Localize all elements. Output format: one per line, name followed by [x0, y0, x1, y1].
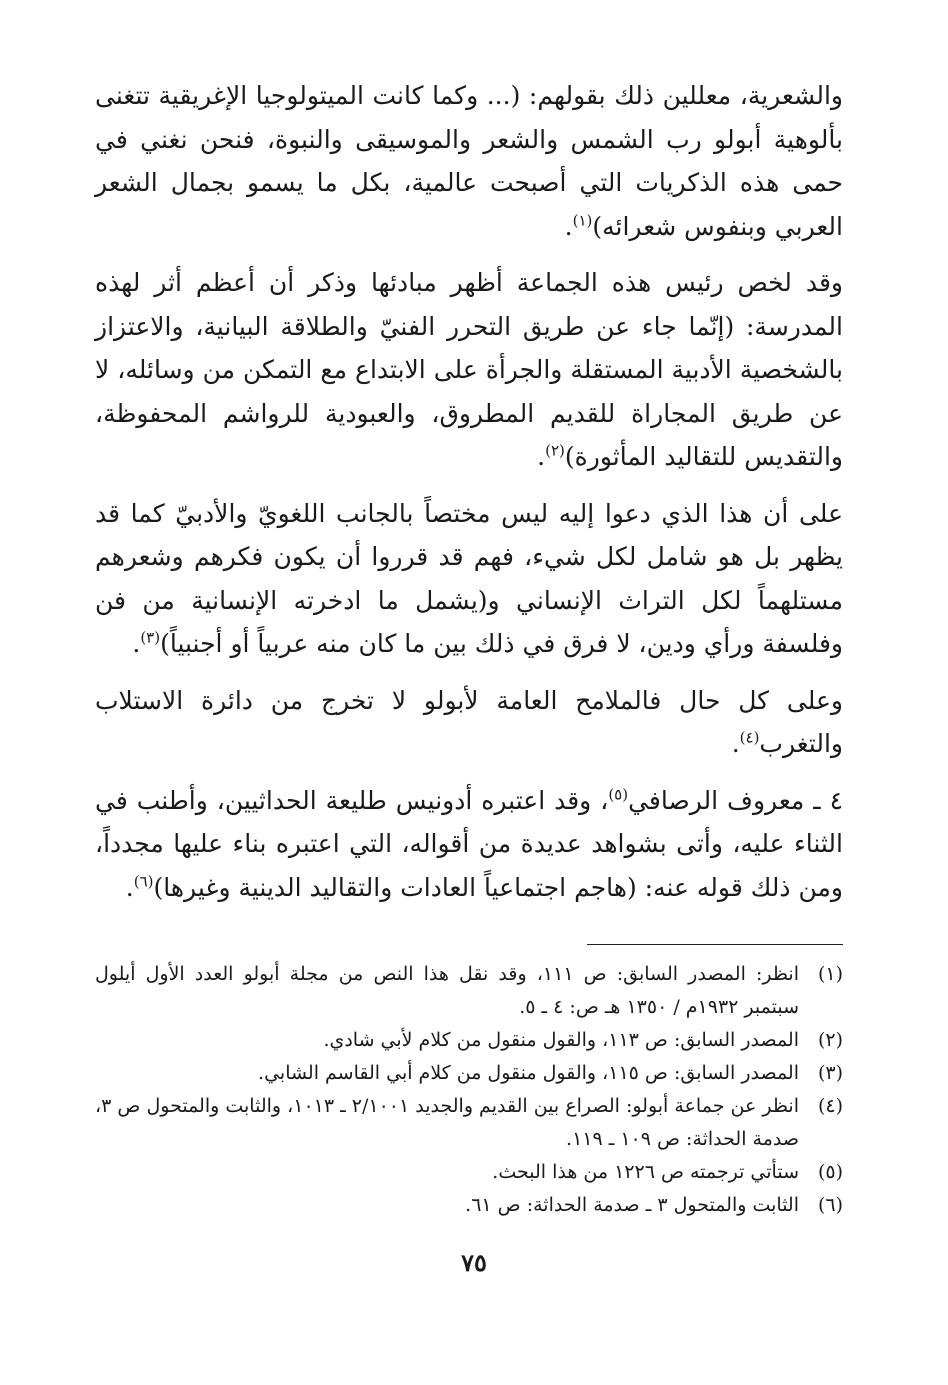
paragraph-1	[95, 74, 843, 248]
footnote-ref-1[interactable]: (١)	[572, 211, 593, 230]
footnote-ref-4[interactable]: (٤)	[739, 728, 760, 747]
paragraph-1-tail: .	[564, 211, 573, 241]
paragraph-3	[95, 492, 843, 666]
footnote-1	[95, 958, 843, 1024]
footnote-text: انظر عن جماعة أبولو: الصراع بين القديم والجديد ٢/١٠٠١ ـ ١٠١٣، والثابت والمتحول ص ٣، صدمة الحداثة: ص ١٠٩ ـ ١١٩.	[95, 1095, 799, 1150]
footnote-4	[95, 1090, 843, 1156]
paragraph-5-heading: ٤ ـ معروف الرصافي	[628, 785, 844, 815]
paragraph-5-text: ، وقد اعتبره أدونيس طليعة الحداثيين، وأطنب في الثناء عليه، وأتى بشواهد عديدة من أقواله، التي اعتبره بناء عليها مجدداً، ومن ذلك قوله عنه: (هاجم اجتماعياً العادات والتقاليد الدينية وغيرها)	[95, 785, 843, 902]
paragraph-4-text: وعلى كل حال فالملامح العامة لأبولو لا تخرج من دائرة الاستلاب والتغرب	[95, 685, 843, 758]
paragraph-4-tail: .	[731, 729, 740, 758]
footnote-number: (٦)	[817, 1194, 843, 1216]
footnote-ref-5[interactable]: (٥)	[608, 785, 629, 804]
footnote-5	[95, 1156, 843, 1189]
paragraph-2-tail: .	[537, 442, 546, 471]
footnote-number: (٤)	[817, 1095, 843, 1117]
footnote-text: المصدر السابق: ص ١١٥، والقول منقول من كلام أبي القاسم الشابي.	[258, 1062, 799, 1084]
paragraph-1-text: والشعرية، معللين ذلك بقولهم: (... وكما كانت الميتولوجيا الإغريقية تتغنى بألوهية أبولو رب الشمس والشعر والموسيقى والنبوة، فنحن نغني في حمى هذه الذكريات التي أصبحت عالمية، بكل ما يسمو بجمال الشعر العربي وبنفوس شعرائه)	[95, 81, 843, 241]
paragraph-2	[95, 261, 843, 479]
page-number: ٧٥	[461, 1248, 487, 1277]
footnote-ref-3[interactable]: (٣)	[140, 628, 161, 647]
paragraph-2-text: وقد لخص رئيس هذه الجماعة أظهر مبادئها وذكر أن أعظم أثر لهذه المدرسة: (إنّما جاء عن طريق التحرر الفنيّ والطلاقة البيانية، والاعتزاز بالشخصية الأدبية المستقلة والجرأة على الابتداع مع التمكن من وسائله، لا عن طريق المجاراة للقديم المطروق، والعبودية للرواشم المحفوظة، والتقديس للتقاليد المأثورة)	[95, 268, 843, 471]
footnote-text: المصدر السابق: ص ١١٣، والقول منقول من كلام لأبي شادي.	[323, 1029, 799, 1051]
footnote-number: (٢)	[817, 1029, 843, 1051]
paragraph-5-tail: .	[125, 872, 134, 902]
footnote-number: (٣)	[817, 1062, 843, 1084]
footnote-ref-2[interactable]: (٢)	[545, 441, 565, 460]
paragraph-3-tail: .	[132, 629, 141, 658]
footnote-divider	[587, 944, 843, 945]
footnote-text: ستأتي ترجمته ص ١٢٢٦ من هذا البحث.	[492, 1161, 799, 1183]
footnote-text: انظر: المصدر السابق: ص ١١١، وقد نقل هذا النص من مجلة أبولو العدد الأول أيلول سبتمبر ١٩٣٢م / ١٣٥٠ هـ ص: ٤ ـ ٥.	[95, 963, 800, 1018]
main-text	[95, 74, 843, 922]
footnote-3	[95, 1057, 843, 1090]
footnotes	[95, 958, 843, 1222]
footnote-number: (١)	[817, 963, 843, 985]
footnote-2	[95, 1024, 843, 1057]
footnote-text: الثابت والمتحول ٣ ـ صدمة الحداثة: ص ٦١.	[465, 1194, 799, 1216]
footnote-number: (٥)	[817, 1161, 843, 1183]
paragraph-5	[95, 779, 843, 910]
footnote-6	[95, 1189, 843, 1222]
footnote-ref-6[interactable]: (٦)	[133, 872, 154, 891]
paragraph-4	[95, 679, 843, 766]
paragraph-3-text: على أن هذا الذي دعوا إليه ليس مختصاً بالجانب اللغويّ والأدبيّ كما قد يظهر بل هو شامل لكل شيء، فهم قد قرروا أن يكون فكرهم وشعرهم مستلهماً لكل التراث الإنساني و(يشمل ما ادخرته الإنسانية من فن وفلسفة ورأي ودين، لا فرق في ذلك بين ما كان منه عربياً أو أجنبياً)	[95, 498, 843, 658]
